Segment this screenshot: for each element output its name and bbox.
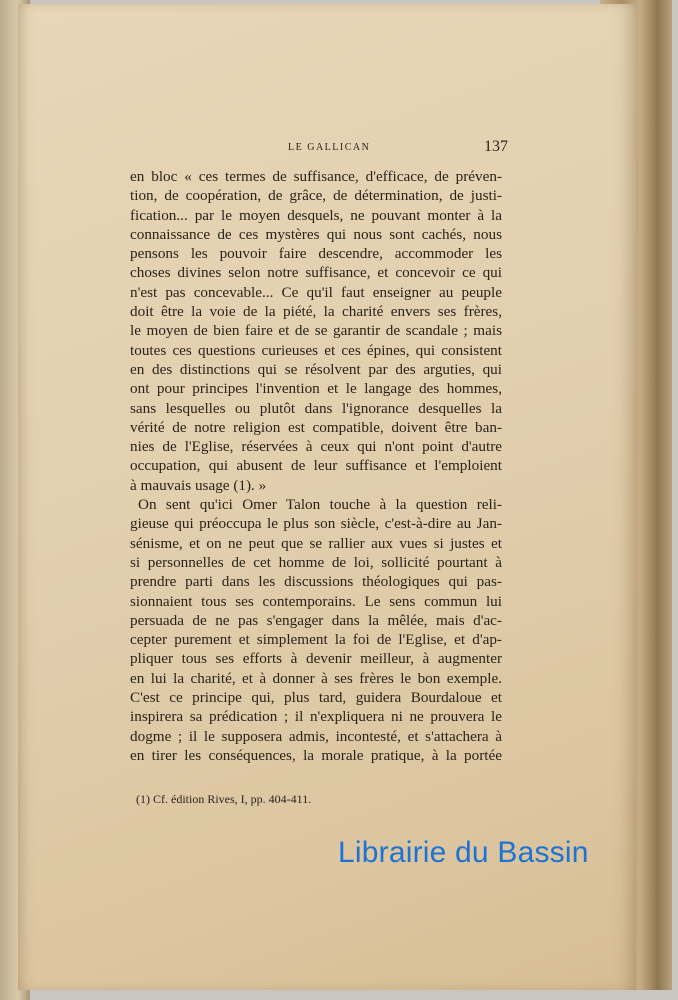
text-line: en lui la charité, et à donner à ses frères le bon exemple. <box>130 669 502 687</box>
text-line: à mauvais usage (1). » <box>130 476 267 494</box>
text-line: cepter purement et simplement la foi de l'Eglise, et d'ap- <box>130 631 502 649</box>
text-line: gieuse qui préoccupa le plus son siècle, c'est-à-dire au Jan- <box>130 515 502 533</box>
text-line: nies de l'Eglise, réservées à ceux qui n'ont point d'autre <box>130 438 502 456</box>
text-line: connaissance de ces mystères qui nous sont cachés, nous <box>130 225 502 243</box>
body-text <box>130 167 502 765</box>
text-line: choses divines selon notre suffisance, et concevoir ce qui <box>130 264 502 282</box>
page-number: 137 <box>484 138 508 155</box>
text-line: en tirer les conséquences, la morale pratique, à la portée <box>130 746 502 764</box>
text-line: en bloc « ces termes de suffisance, d'efficace, de préven- <box>130 168 502 185</box>
text-line: persuada de ne pas s'engager dans la mêlée, mais d'ac- <box>130 611 502 629</box>
text-line: sénisme, et on ne peut que se rallier aux vues si justes et <box>130 534 502 552</box>
text-line: tion, de coopération, de grâce, de détermination, de justi- <box>130 187 502 205</box>
text-line: fication... par le moyen desquels, ne pouvant monter à la <box>130 206 502 224</box>
text-line: C'est ce principe qui, plus tard, guidera Bourdaloue et <box>130 689 502 707</box>
text-line: doit être la voie de la piété, la charité envers ses frères, <box>130 303 502 321</box>
text-line: toutes ces questions curieuses et ces épines, qui consistent <box>130 341 502 359</box>
watermark-text: Librairie du Bassin <box>338 836 589 869</box>
text-line: pensons les pouvoir faire descendre, accommoder les <box>130 245 502 263</box>
page-header <box>288 138 508 158</box>
text-line: prendre parti dans les discussions théologiques qui pas- <box>130 573 502 591</box>
footnote: (1) Cf. édition Rives, I, pp. 404-411. <box>136 792 312 806</box>
text-line: occupation, qui abusent de leur suffisance et l'emploient <box>130 457 502 475</box>
text-line: si personnelles de cet homme de loi, sollicité pourtant à <box>130 553 502 571</box>
text-line: dogme ; il le supposera admis, incontesté, et s'attachera à <box>130 727 502 745</box>
text-line: sionnaient tous ses contemporains. Le sens commun lui <box>130 592 502 610</box>
text-line: en des distinctions qui se résolvent par des arguties, qui <box>130 360 502 378</box>
text-line: vérité de notre religion est compatible, doivent être ban- <box>130 418 502 436</box>
text-line: sans lesquelles ou plutôt dans l'ignorance desquelles la <box>130 399 502 417</box>
text-line: n'est pas concevable... Ce qu'il faut enseigner au peuple <box>130 283 502 301</box>
text-line: le moyen de bien faire et de se garantir de scandale ; mais <box>130 322 502 340</box>
text-line: inspirera sa prédication ; il n'expliquera ni ne prouvera le <box>130 708 502 726</box>
running-head: LE GALLICAN <box>288 142 371 153</box>
text-line: ont pour principes l'invention et le langage des hommes, <box>130 380 502 398</box>
text-line: pliquer tous ses efforts à devenir meilleur, à augmenter <box>130 650 502 668</box>
paragraph-start-line: On sent qu'ici Omer Talon touche à la question reli- <box>138 496 502 514</box>
